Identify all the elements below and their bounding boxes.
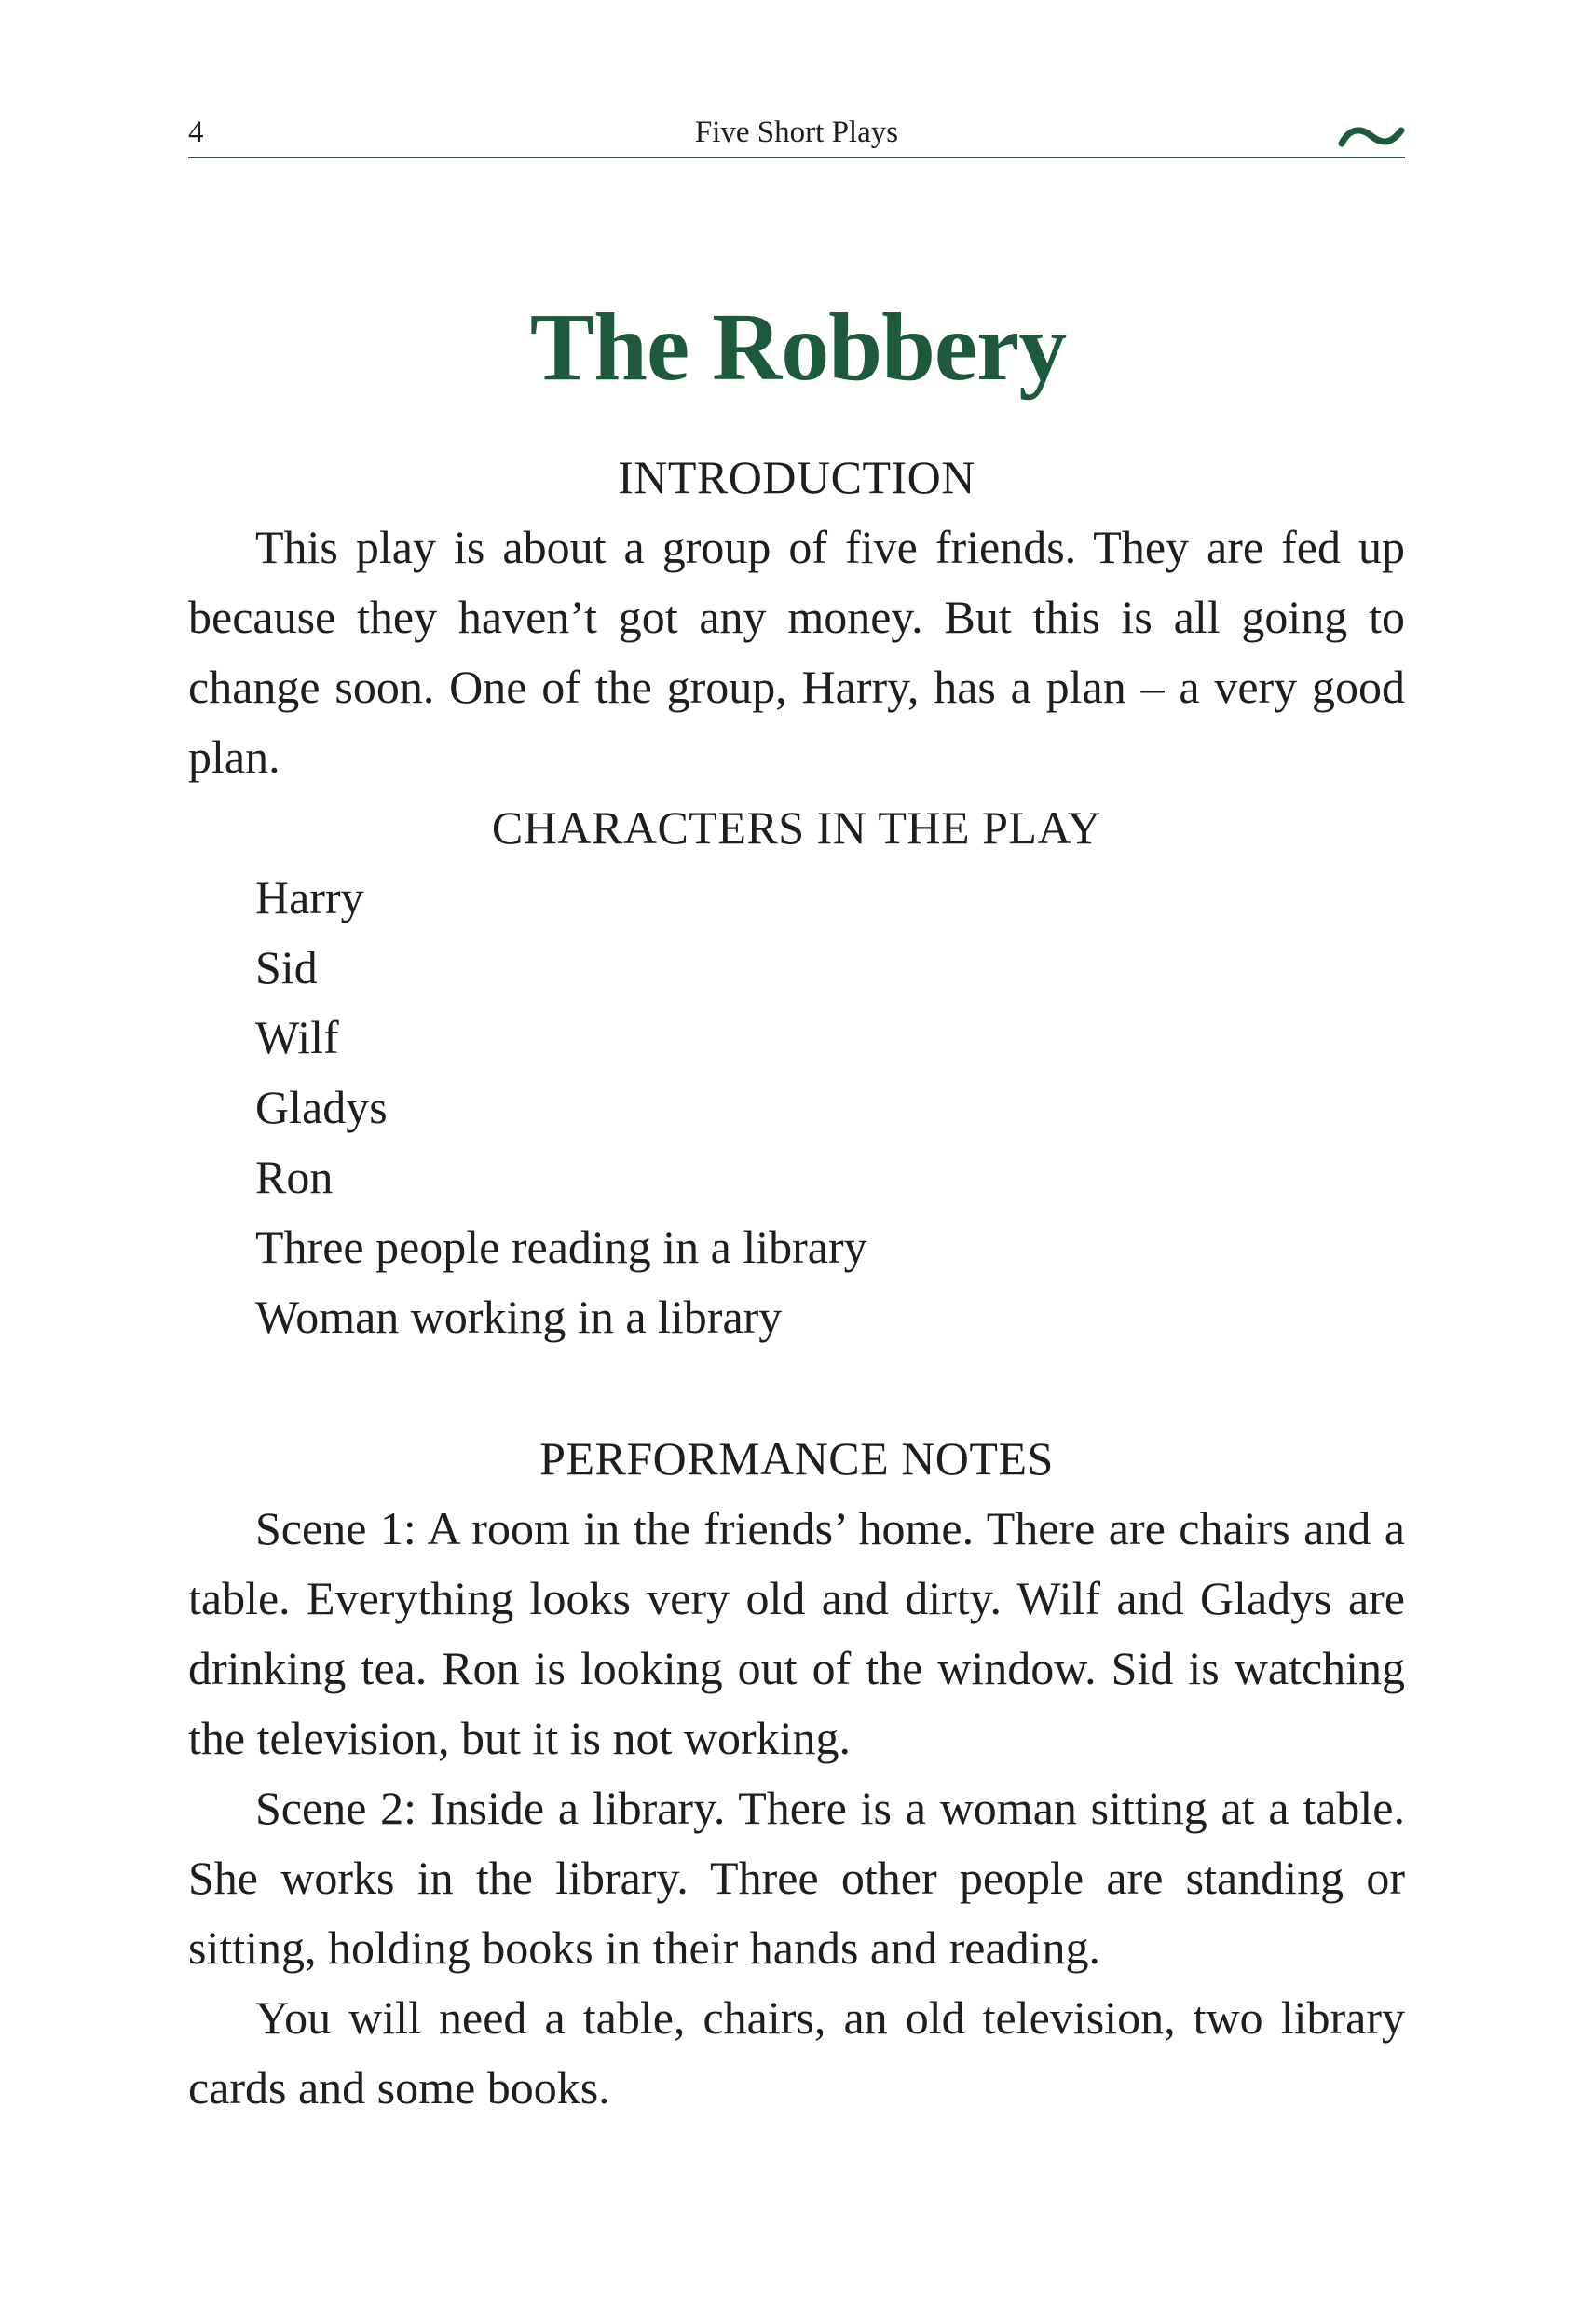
character-list — [188, 863, 1405, 1352]
character-item: Harry — [255, 871, 364, 923]
characters-heading: CHARACTERS IN THE PLAY — [491, 801, 1102, 854]
character-item: Gladys — [255, 1081, 388, 1133]
character-item: Woman working in a library — [255, 1291, 783, 1343]
page-number: 4 — [188, 116, 204, 149]
chapter-title: The Robbery — [529, 293, 1067, 401]
performance-notes-heading: PERFORMANCE NOTES — [539, 1432, 1054, 1484]
characters-section — [188, 793, 1405, 1352]
character-item: Wilf — [255, 1011, 339, 1063]
tilde-ornament-icon — [1338, 117, 1405, 155]
introduction-paragraph: This play is about a group of five friends. They are fed up because they haven’t got any money. But this is all going to change soon. One of the group, Harry, has a plan – a very good plan. — [188, 521, 1405, 783]
scene-2-paragraph: Scene 2: Inside a library. There is a woman sitting at a table. She works in the library. Three other people are standing or sitting, holding books in their hands and reading. — [188, 1782, 1405, 1974]
character-item: Three people reading in a library — [255, 1221, 867, 1273]
running-title: Five Short Plays — [694, 116, 899, 149]
character-item: Ron — [255, 1151, 334, 1203]
props-paragraph: You will need a table, chairs, an old television, two library cards and some books. — [188, 1991, 1405, 2114]
scene-1-paragraph: Scene 1: A room in the friends’ home. There are chairs and a table. Everything looks very old and dirty. Wilf and Gladys are drinking tea. Ron is looking out of the window. Sid is watching the television, but it is not working. — [188, 1502, 1405, 1764]
performance-notes-section — [188, 1424, 1405, 2123]
character-item: Sid — [255, 941, 318, 993]
running-header — [188, 110, 1405, 158]
introduction-heading: INTRODUCTION — [618, 451, 975, 503]
introduction-section — [188, 443, 1405, 792]
